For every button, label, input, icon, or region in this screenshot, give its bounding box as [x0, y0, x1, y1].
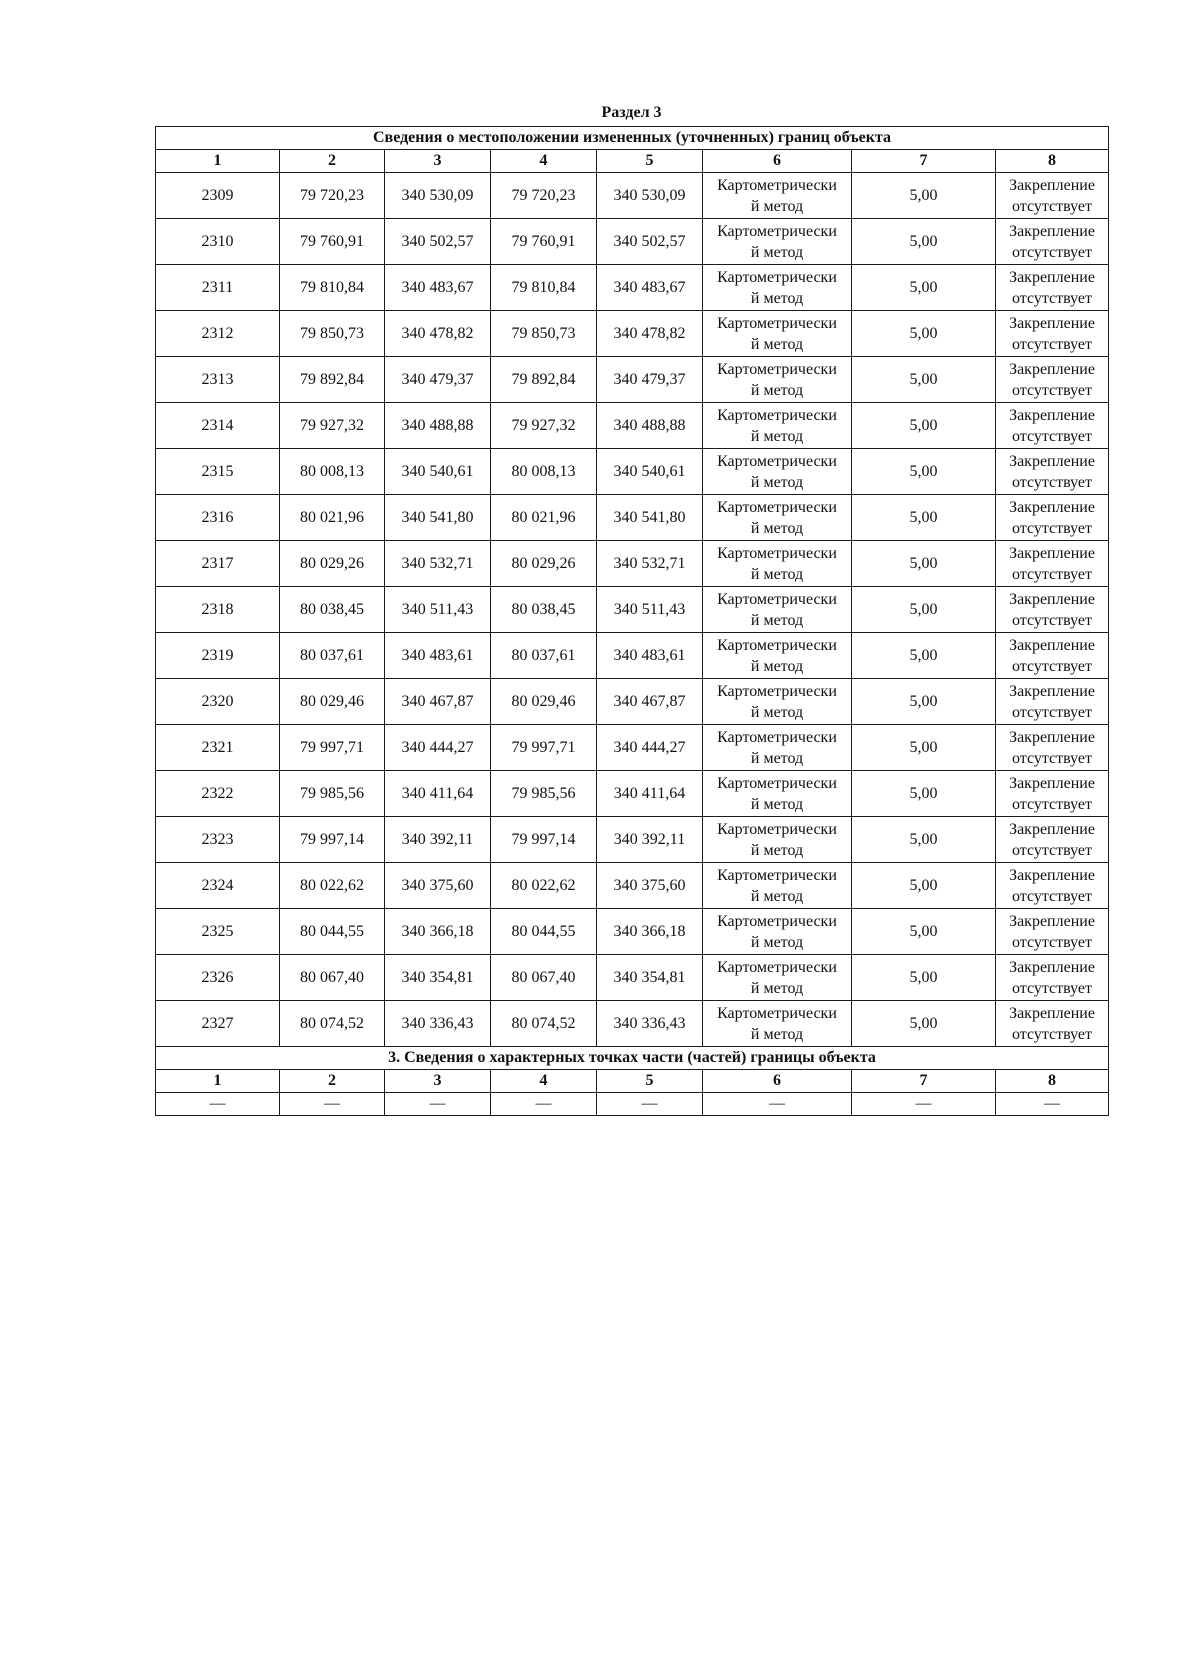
table-cell: 5,00 [852, 449, 996, 495]
column-number-cell: 1 [156, 1070, 280, 1093]
table-cell: — [703, 1093, 852, 1116]
table-cell: Картометрически й метод [703, 909, 852, 955]
table-cell: 340 467,87 [597, 679, 703, 725]
table-cell: 5,00 [852, 771, 996, 817]
table-cell: 2314 [156, 403, 280, 449]
table-cell: Картометрически й метод [703, 863, 852, 909]
table-row [156, 449, 1109, 495]
table-cell: Картометрически й метод [703, 403, 852, 449]
table-row [156, 357, 1109, 403]
table-cell: 79 985,56 [491, 771, 597, 817]
table-cell: Закрепление отсутствует [996, 817, 1109, 863]
column-number-cell: 7 [852, 1070, 996, 1093]
table-cell: Картометрически й метод [703, 1001, 852, 1047]
table-row [156, 863, 1109, 909]
table-cell: 340 479,37 [597, 357, 703, 403]
table-cell: 340 467,87 [385, 679, 491, 725]
table-cell: 79 997,14 [491, 817, 597, 863]
table-row [156, 495, 1109, 541]
table-cell: 80 029,26 [491, 541, 597, 587]
table-cell: 2315 [156, 449, 280, 495]
table-cell: 340 502,57 [385, 219, 491, 265]
table-cell: 2320 [156, 679, 280, 725]
table-cell: 340 479,37 [385, 357, 491, 403]
table-cell: 2316 [156, 495, 280, 541]
table-cell: Картометрически й метод [703, 679, 852, 725]
table-cell: 340 530,09 [385, 173, 491, 219]
table-cell: 5,00 [852, 495, 996, 541]
column-number-cell: 3 [385, 1070, 491, 1093]
table-row [156, 679, 1109, 725]
table-cell: 80 037,61 [491, 633, 597, 679]
table-cell: Картометрически й метод [703, 495, 852, 541]
table-cell: 2325 [156, 909, 280, 955]
table-cell: Закрепление отсутствует [996, 449, 1109, 495]
section-title: Раздел 3 [601, 104, 662, 121]
table-cell: 80 029,46 [491, 679, 597, 725]
table-cell: 340 444,27 [597, 725, 703, 771]
table-row [156, 725, 1109, 771]
table-cell: Закрепление отсутствует [996, 541, 1109, 587]
table-cell: 80 021,96 [280, 495, 385, 541]
table-row [156, 541, 1109, 587]
table-cell: 79 997,71 [280, 725, 385, 771]
table-cell: Закрепление отсутствует [996, 265, 1109, 311]
table-cell: 79 760,91 [280, 219, 385, 265]
table-cell: Картометрически й метод [703, 725, 852, 771]
column-number-cell: 8 [996, 150, 1109, 173]
table-cell: 80 029,26 [280, 541, 385, 587]
table-cell: 340 483,61 [385, 633, 491, 679]
column-number-cell: 4 [491, 1070, 597, 1093]
table-cell: 2311 [156, 265, 280, 311]
column-number-cell: 6 [703, 150, 852, 173]
column-number-cell: 1 [156, 150, 280, 173]
table-cell: Картометрически й метод [703, 219, 852, 265]
table-cell: — [280, 1093, 385, 1116]
table-cell: 340 375,60 [385, 863, 491, 909]
table-cell: 79 810,84 [491, 265, 597, 311]
column-number-cell: 2 [280, 1070, 385, 1093]
table-cell: Закрепление отсутствует [996, 357, 1109, 403]
table-cell: 5,00 [852, 403, 996, 449]
table-cell: 80 008,13 [280, 449, 385, 495]
table-cell: 340 483,61 [597, 633, 703, 679]
table-cell: 80 038,45 [280, 587, 385, 633]
table-cell: 340 502,57 [597, 219, 703, 265]
table-cell: 5,00 [852, 679, 996, 725]
table-cell: Закрепление отсутствует [996, 1001, 1109, 1047]
table-cell: 340 392,11 [385, 817, 491, 863]
column-number-cell: 4 [491, 150, 597, 173]
column-number-cell: 6 [703, 1070, 852, 1093]
table-cell: — [385, 1093, 491, 1116]
table-cell: Закрепление отсутствует [996, 403, 1109, 449]
table-cell: 340 336,43 [597, 1001, 703, 1047]
table-row [156, 403, 1109, 449]
table-row [156, 1001, 1109, 1047]
table-cell: 79 985,56 [280, 771, 385, 817]
table-cell: 5,00 [852, 909, 996, 955]
table-cell: 2327 [156, 1001, 280, 1047]
table-cell: 79 927,32 [280, 403, 385, 449]
column-numbers-row [156, 150, 1109, 173]
table-row [156, 311, 1109, 357]
table-cell: — [597, 1093, 703, 1116]
table-cell: 2313 [156, 357, 280, 403]
table-row [156, 817, 1109, 863]
column-number-cell: 5 [597, 1070, 703, 1093]
table-cell: — [491, 1093, 597, 1116]
table-cell: 340 541,80 [597, 495, 703, 541]
table-row [156, 265, 1109, 311]
table-cell: 340 392,11 [597, 817, 703, 863]
column-number-cell: 5 [597, 150, 703, 173]
table-cell: Закрепление отсутствует [996, 863, 1109, 909]
table-cell: 340 375,60 [597, 863, 703, 909]
table-cell: — [156, 1093, 280, 1116]
table-row [156, 771, 1109, 817]
subsection-row [156, 1093, 1109, 1116]
table-cell: 5,00 [852, 219, 996, 265]
table-cell: 340 336,43 [385, 1001, 491, 1047]
table-cell: Картометрически й метод [703, 265, 852, 311]
subsection-title: 3. Сведения о характерных точках части (частей) границы объекта [156, 1047, 1109, 1070]
table-cell: Картометрически й метод [703, 771, 852, 817]
table-cell: 2318 [156, 587, 280, 633]
table-cell: 80 037,61 [280, 633, 385, 679]
column-number-cell: 3 [385, 150, 491, 173]
table-cell: Закрепление отсутствует [996, 771, 1109, 817]
table-cell: 80 029,46 [280, 679, 385, 725]
table-cell: Картометрически й метод [703, 955, 852, 1001]
table-body [156, 127, 1109, 1116]
table-cell: 80 074,52 [280, 1001, 385, 1047]
table-title: Сведения о местоположении измененных (уточненных) границ объекта [156, 127, 1109, 150]
table-cell: 5,00 [852, 633, 996, 679]
table-cell: 340 354,81 [385, 955, 491, 1001]
table-row [156, 633, 1109, 679]
table-cell: 5,00 [852, 587, 996, 633]
table-cell: 2323 [156, 817, 280, 863]
table-row [156, 587, 1109, 633]
table-cell: 340 411,64 [597, 771, 703, 817]
table-cell: 79 720,23 [280, 173, 385, 219]
table-cell: Закрепление отсутствует [996, 633, 1109, 679]
table-cell: 2310 [156, 219, 280, 265]
table-cell: 79 850,73 [491, 311, 597, 357]
table-cell: 2317 [156, 541, 280, 587]
table-cell: 79 760,91 [491, 219, 597, 265]
table-row [156, 955, 1109, 1001]
table-cell: 340 483,67 [597, 265, 703, 311]
table-cell: Закрепление отсутствует [996, 679, 1109, 725]
table-cell: — [852, 1093, 996, 1116]
table-cell: 340 478,82 [597, 311, 703, 357]
subsection-title-row [156, 1047, 1109, 1070]
table-cell: 5,00 [852, 357, 996, 403]
table-cell: 5,00 [852, 173, 996, 219]
table-cell: 80 074,52 [491, 1001, 597, 1047]
table-cell: Закрепление отсутствует [996, 495, 1109, 541]
table-title-row [156, 127, 1109, 150]
table-cell: 2322 [156, 771, 280, 817]
table-cell: 79 892,84 [491, 357, 597, 403]
table-cell: 79 850,73 [280, 311, 385, 357]
table-cell: 80 021,96 [491, 495, 597, 541]
table-cell: 340 532,71 [597, 541, 703, 587]
table-cell: Картометрически й метод [703, 541, 852, 587]
table-cell: 340 366,18 [385, 909, 491, 955]
table-cell: Картометрически й метод [703, 633, 852, 679]
column-number-cell: 8 [996, 1070, 1109, 1093]
table-cell: 340 540,61 [597, 449, 703, 495]
table-cell: 5,00 [852, 863, 996, 909]
table-cell: 5,00 [852, 725, 996, 771]
column-number-cell: 7 [852, 150, 996, 173]
table-cell: 80 067,40 [491, 955, 597, 1001]
column-number-cell: 2 [280, 150, 385, 173]
table-cell: Картометрически й метод [703, 173, 852, 219]
table-cell: 340 488,88 [597, 403, 703, 449]
table-row [156, 219, 1109, 265]
table-cell: 79 720,23 [491, 173, 597, 219]
table-cell: 340 366,18 [597, 909, 703, 955]
table-cell: 5,00 [852, 817, 996, 863]
table-cell: 2326 [156, 955, 280, 1001]
table-cell: 79 892,84 [280, 357, 385, 403]
table-cell: Закрепление отсутствует [996, 311, 1109, 357]
table-cell: Картометрически й метод [703, 357, 852, 403]
table-cell: 340 511,43 [597, 587, 703, 633]
table-cell: Закрепление отсутствует [996, 587, 1109, 633]
table-cell: 5,00 [852, 265, 996, 311]
table-cell: 340 483,67 [385, 265, 491, 311]
table-row [156, 173, 1109, 219]
table-cell: 5,00 [852, 311, 996, 357]
table-cell: 340 541,80 [385, 495, 491, 541]
table-cell: 340 540,61 [385, 449, 491, 495]
table-cell: 80 044,55 [280, 909, 385, 955]
table-cell: 5,00 [852, 955, 996, 1001]
table-cell: 340 530,09 [597, 173, 703, 219]
table-cell: 80 022,62 [280, 863, 385, 909]
table-cell: Закрепление отсутствует [996, 219, 1109, 265]
table-cell: 340 354,81 [597, 955, 703, 1001]
table-cell: 79 810,84 [280, 265, 385, 311]
table-cell: Закрепление отсутствует [996, 909, 1109, 955]
table-cell: 80 067,40 [280, 955, 385, 1001]
table-cell: 2312 [156, 311, 280, 357]
boundary-points-table [155, 126, 1109, 1116]
table-cell: 340 411,64 [385, 771, 491, 817]
table-cell: Картометрически й метод [703, 449, 852, 495]
table-cell: — [996, 1093, 1109, 1116]
table-cell: 340 488,88 [385, 403, 491, 449]
table-cell: Закрепление отсутствует [996, 955, 1109, 1001]
table-cell: 2309 [156, 173, 280, 219]
table-cell: Картометрически й метод [703, 311, 852, 357]
table-cell: 79 997,14 [280, 817, 385, 863]
table-cell: 340 478,82 [385, 311, 491, 357]
table-cell: 80 008,13 [491, 449, 597, 495]
table-cell: Закрепление отсутствует [996, 173, 1109, 219]
table-cell: Картометрически й метод [703, 817, 852, 863]
table-cell: 80 022,62 [491, 863, 597, 909]
table-cell: 340 511,43 [385, 587, 491, 633]
table-cell: 5,00 [852, 1001, 996, 1047]
table-cell: 340 532,71 [385, 541, 491, 587]
table-cell: 80 044,55 [491, 909, 597, 955]
subsection-column-numbers-row [156, 1070, 1109, 1093]
table-cell: Закрепление отсутствует [996, 725, 1109, 771]
table-row [156, 909, 1109, 955]
table-cell: 5,00 [852, 541, 996, 587]
table-cell: 80 038,45 [491, 587, 597, 633]
table-cell: 2321 [156, 725, 280, 771]
table-cell: 79 997,71 [491, 725, 597, 771]
table-cell: 79 927,32 [491, 403, 597, 449]
table-cell: 2324 [156, 863, 280, 909]
table-cell: 340 444,27 [385, 725, 491, 771]
table-cell: 2319 [156, 633, 280, 679]
table-cell: Картометрически й метод [703, 587, 852, 633]
